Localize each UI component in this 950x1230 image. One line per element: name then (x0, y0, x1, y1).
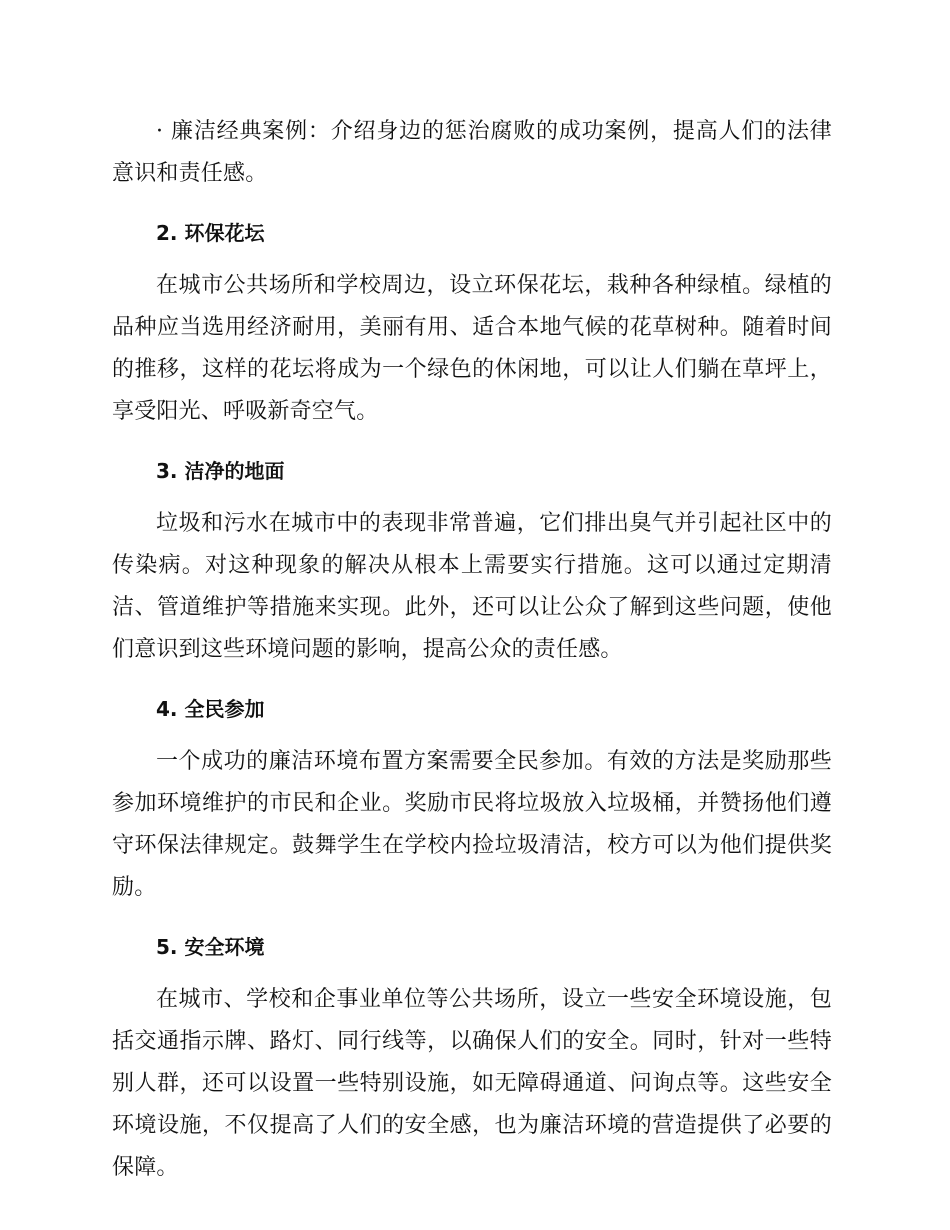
section-heading-3: 3. 洁净的地面 (156, 459, 285, 483)
section-body-2: 在城市公共场所和学校周边，设立环保花坛，栽种各种绿植。绿植的品种应当选用经济耐用，美丽有用、适合本地气候的花草树种。随着时间的推移，这样的花坛将成为一个绿色的休闲地，可以让人们躺在草坪上，享受阳光、呼吸新奇空气。 (112, 273, 832, 424)
section-heading-4: 4. 全民参加 (156, 697, 265, 721)
section-heading-5: 5. 安全环境 (156, 935, 265, 959)
section-body-4: 一个成功的廉洁环境布置方案需要全民参加。有效的方法是奖励那些参加环境维护的市民和企业。奖励市民将垃圾放入垃圾桶，并赞扬他们遵守环保法律规定。鼓舞学生在学校内捡垃圾清洁，校方可以为他们提供奖励。 (112, 749, 832, 900)
section-body-3: 垃圾和污水在城市中的表现非常普遍，它们排出臭气并引起社区中的传染病。对这种现象的解决从根本上需要实行措施。这可以通过定期清洁、管道维护等措施来实现。此外，还可以让公众了解到这些问题，使他们意识到这些环境问题的影响，提高公众的责任感。 (112, 511, 832, 662)
section-body-5: 在城市、学校和企事业单位等公共场所，设立一些安全环境设施，包括交通指示牌、路灯、同行线等，以确保人们的安全。同时，针对一些特别人群，还可以设置一些特别设施，如无障碍通道、问询点等。这些安全环境设施，不仅提高了人们的安全感，也为廉洁环境的营造提供了必要的保障。 (112, 987, 832, 1180)
section-heading-2: 2. 环保花坛 (156, 221, 265, 245)
document-page (112, 111, 832, 1189)
intro-paragraph: · 廉洁经典案例：介绍身边的惩治腐败的成功案例，提高人们的法律意识和责任感。 (112, 119, 832, 186)
